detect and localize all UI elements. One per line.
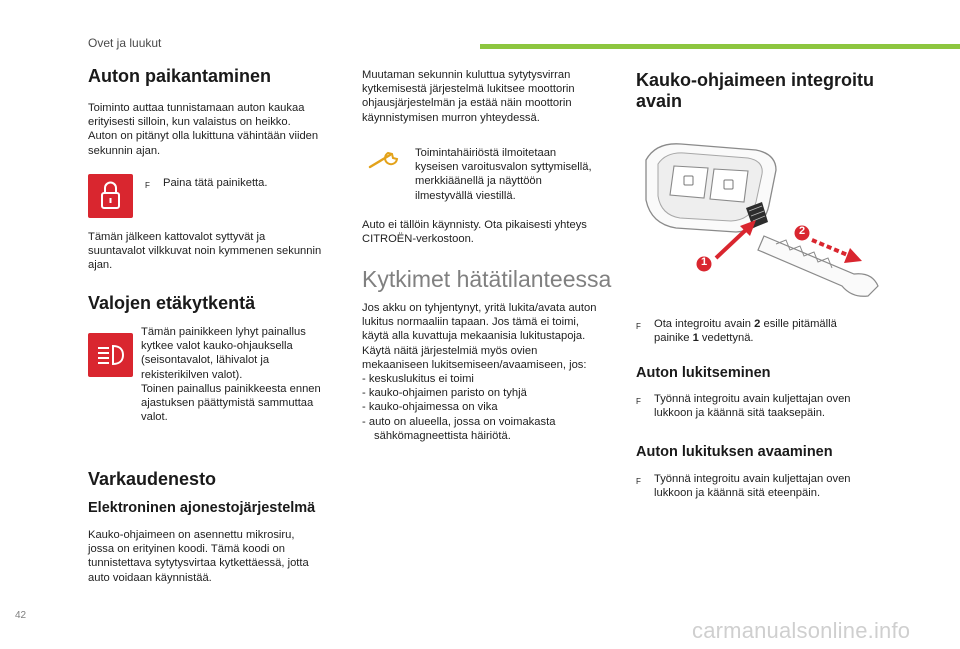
wrench-icon — [368, 148, 404, 172]
lock-instruction: F Työnnä integroitu avain kuljettajan oven lukkoon ja käännä sitä taaksepäin. — [636, 393, 851, 420]
emergency-title: Kytkimet hätätilanteessa — [362, 266, 612, 292]
list-item: - kauko-ohjaimessa on vika — [362, 401, 498, 414]
list-item: - keskuslukitus ei toimi — [362, 373, 474, 385]
warning-text: Toimintahäiriöstä ilmoitetaan kyseisen varoitusvalon syttymisellä, merkkiäänellä ja näyttöön ilmestyvällä viestillä. — [415, 147, 592, 202]
emergency-conditions-list — [362, 372, 624, 443]
theft-text: Kauko-ohjaimeen on asennettu mikrosiru, jossa on erityinen koodi. Tämä koodi on tunnistettava sytytysvirtaa kytkettäessä, jotta auto voidaan käynnistää. — [88, 529, 309, 584]
lock-title: Auton lukitseminen — [636, 365, 771, 381]
bullet-marker: F — [636, 477, 641, 486]
bullet-marker: F — [636, 322, 641, 331]
lights-text: Tämän painikkeen lyhyt painallus kytkee valot kauko-ohjauksella (seisontavalot, lähivalot ja rekisterikilven valot). Toinen painallus painikkeesta ennen ajastuksen päättymistä sammuttaa valot. — [141, 326, 321, 424]
unlock-instruction: F Työnnä integroitu avain kuljettajan oven lukkoon ja käännä sitä eteenpäin. — [636, 473, 851, 500]
watermark: carmanualsonline.info — [692, 618, 911, 643]
locate-instruction: F Paina tätä painiketta. — [145, 176, 345, 193]
take-key-instruction: F Ota integroitu avain 2 esille pitämällä painike 1 vedettynä. — [636, 318, 837, 345]
integrated-key-title: Kauko-ohjaimeen integroitu avain — [636, 70, 875, 111]
theft-subtitle: Elektroninen ajonestojärjestelmä — [88, 500, 316, 516]
callout-1: 1 — [700, 256, 708, 268]
bullet-marker: F — [636, 397, 641, 406]
unlock-title: Auton lukituksen avaaminen — [636, 444, 833, 460]
locate-title: Auton paikantaminen — [88, 66, 272, 86]
emergency-text: Jos akku on tyhjentynyt, yritä lukita/avata auton lukitus normaaliin tapaan. Jos tämä ei toimi, käytä alla kuvattuja mekaanisia lukitustapoja. Käytä näitä järjestelmiä myös ovien mekaaniseen lukitsemiseen/avaamiseen, jos: — [362, 302, 597, 371]
bullet-marker: F — [145, 181, 150, 190]
lock-icon — [88, 174, 133, 218]
immobiliser-intro: Muutaman sekunnin kuluttua sytytysvirran kytkemisestä järjestelmä lukitsee moottorin ohjausjärjestelmän ja estää näin moottorin käynnistymisen murron yhteydessä. — [362, 69, 575, 124]
theft-title: Varkaudenesto — [88, 469, 217, 489]
headlight-icon — [88, 333, 133, 377]
key-fob-illustration — [636, 140, 886, 305]
list-item: - auto on alueella, jossa on voimakasta sähkömagneettista häiriötä. — [362, 415, 556, 442]
locate-intro: Toiminto auttaa tunnistamaan auton kaukaa erityisesti silloin, kun valaistus on heikko. Auton on pitänyt olla lukittuna vähintään viiden sekunnin ajan. — [88, 102, 319, 157]
section-header: Ovet ja luukut — [88, 36, 162, 50]
lights-title: Valojen etäkytkentä — [88, 293, 256, 313]
page-number: 42 — [15, 610, 27, 621]
callout-2: 2 — [798, 225, 806, 237]
network-note: Auto ei tällöin käynnisty. Ota pikaisesti yhteys CITROËN-verkostoon. — [362, 219, 587, 246]
locate-after: Tämän jälkeen kattovalot syttyvät ja suuntavalot vilkkuvat noin kymmenen sekunnin ajan. — [88, 231, 322, 272]
section-accent-bar — [480, 44, 960, 49]
list-item: - kauko-ohjaimen paristo on tyhjä — [362, 387, 527, 400]
